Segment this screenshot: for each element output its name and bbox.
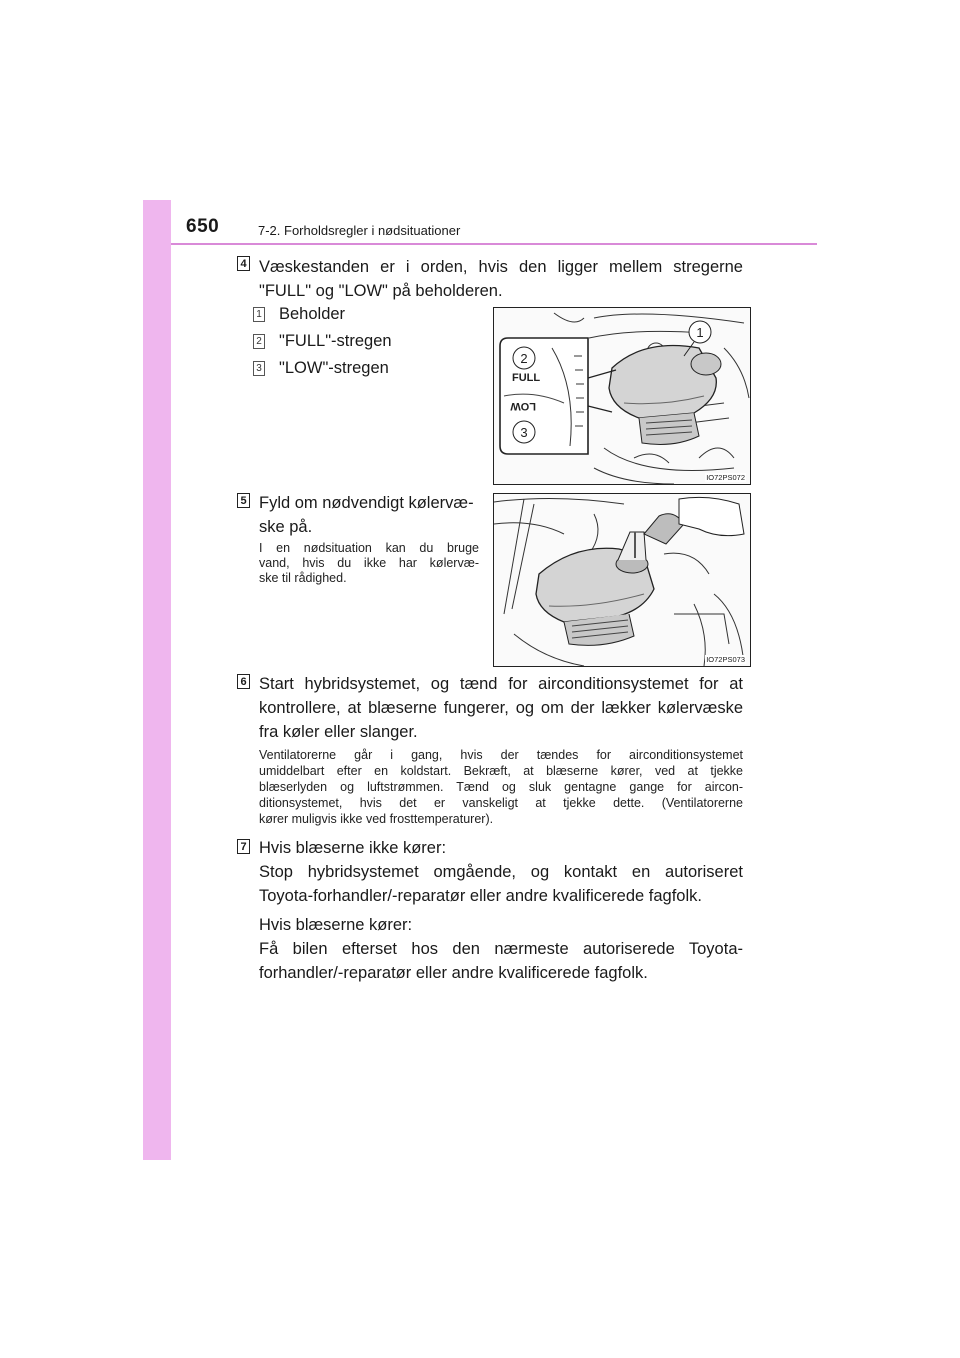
figure-2-code: IO72PS073 bbox=[706, 655, 745, 664]
step-6-line-2: kontrollere, at blæserne fungerer, og om der lækker kølervæske bbox=[259, 699, 743, 717]
step-7-case-b-line-2: forhandler/-reparatør eller andre kvalificerede fagfolk. bbox=[259, 964, 648, 982]
figure-1-code: IO72PS072 bbox=[706, 473, 745, 482]
step-7-case-b-line-1: Få bilen efterset hos den nærmeste autoriserede Toyota- bbox=[259, 940, 743, 958]
callout-label-low-line: "LOW"-stregen bbox=[279, 359, 389, 377]
reservoir-illustration bbox=[494, 308, 750, 484]
step-badge-6: 6 bbox=[237, 674, 250, 689]
step-6-note-line-4: ditionsystemet, hvis det er vanskeligt at tjekke dette. (Ventilatorerne bbox=[259, 796, 743, 810]
callout-label-full-line: "FULL"-stregen bbox=[279, 332, 392, 350]
step-4-line-1: Væskestanden er i orden, hvis den ligger mellem stregerne bbox=[259, 258, 743, 276]
callout-label-container: Beholder bbox=[279, 305, 346, 323]
callout-badge-2: 2 bbox=[253, 334, 265, 349]
figure-filling-coolant bbox=[493, 493, 751, 667]
step-6-note-line-3: blæserlyden og luftstrømmen. Tænd og sluk gentagne gange for aircon- bbox=[259, 780, 743, 794]
step-badge-4: 4 bbox=[237, 256, 250, 271]
step-4-line-2: "FULL" og "LOW" på beholderen. bbox=[259, 282, 503, 300]
callout-badge-3: 3 bbox=[253, 361, 265, 376]
step-5-note-line-1: I en nødsituation kan du bruge bbox=[259, 541, 479, 555]
step-6-note-line-2: umiddelbart efter en koldstart. Bekræft, at blæserne kører, ved at tjekke bbox=[259, 764, 743, 778]
step-5-line-1: Fyld om nødvendigt kølervæ- bbox=[259, 494, 474, 512]
step-7-case-b-title: Hvis blæserne kører: bbox=[259, 916, 413, 934]
step-5-note-line-2: vand, hvis du ikke har kølervæ- bbox=[259, 556, 479, 570]
figure-coolant-reservoir-levels bbox=[493, 307, 751, 485]
low-mark-label: LOW bbox=[510, 400, 536, 412]
callout-badge-1: 1 bbox=[253, 307, 265, 322]
full-mark-label: FULL bbox=[512, 372, 541, 384]
header-rule bbox=[171, 243, 817, 245]
section-title: 7-2. Forholdsregler i nødsituationer bbox=[258, 223, 461, 238]
filling-illustration bbox=[494, 494, 750, 666]
step-7-case-a-line-2: Toyota-forhandler/-reparatør eller andre kvalificerede fagfolk. bbox=[259, 887, 702, 905]
figure-1-callout-1: 1 bbox=[696, 325, 704, 340]
step-6-note-line-1: Ventilatorerne går i gang, hvis der tændes for airconditionsystemet bbox=[259, 748, 743, 762]
figure-1-callout-3: 3 bbox=[520, 425, 528, 440]
step-5-line-2: ske på. bbox=[259, 518, 313, 536]
step-7-case-a-line-1: Stop hybridsystemet omgående, og kontakt en autoriseret bbox=[259, 863, 743, 881]
step-6-note-line-5: kører muligvis ikke ved frosttemperaturer). bbox=[259, 812, 494, 826]
step-7-case-a-title: Hvis blæserne ikke kører: bbox=[259, 839, 447, 857]
step-5-note-line-3: ske til rådighed. bbox=[259, 571, 347, 585]
page-number: 650 bbox=[186, 216, 220, 237]
step-6-line-3: fra køler eller slanger. bbox=[259, 723, 418, 741]
figure-1-callout-2: 2 bbox=[520, 351, 528, 366]
step-badge-7: 7 bbox=[237, 839, 250, 854]
step-badge-5: 5 bbox=[237, 493, 250, 508]
side-color-band bbox=[143, 200, 171, 1160]
step-6-line-1: Start hybridsystemet, og tænd for airconditionsystemet for at bbox=[259, 675, 743, 693]
